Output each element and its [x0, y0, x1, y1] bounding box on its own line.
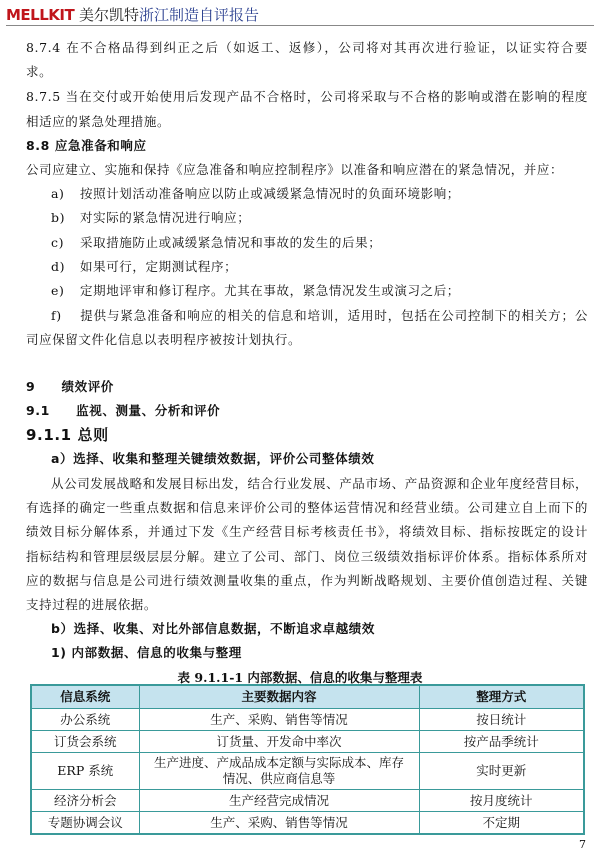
- table-cell: 按日统计: [419, 709, 584, 731]
- table-cell: 生产进度、产成品成本定额与实际成本、库存情况、供应商信息等: [139, 753, 419, 790]
- table-cell: 实时更新: [419, 753, 584, 790]
- paragraph: 相适应的紧急处理措施。: [26, 114, 171, 129]
- paragraph-line: 从公司发展战略和发展目标出发，结合行业发展、产品市场、产品资源和企业年度经营目标，: [51, 476, 589, 491]
- table-cell: 订货会系统: [31, 731, 139, 753]
- section-heading: 9.1 监视、测量、分析和评价: [26, 403, 221, 418]
- paragraph-line: 支持过程的进展依据。: [26, 597, 158, 612]
- list-item: [51, 283, 600, 299]
- list-label: d): [51, 258, 66, 274]
- paragraph: 公司应建立、实施和保持《应急准备和响应控制程序》以准备和响应潜在的紧急情况，并应：: [26, 162, 564, 177]
- header-divider: [6, 25, 594, 26]
- table-cell: 生产经营完成情况: [139, 790, 419, 812]
- table-row: [31, 709, 584, 731]
- table-cell: 经济分析会: [31, 790, 139, 812]
- column-header: 整理方式: [419, 685, 584, 709]
- paragraph-line: 绩效目标分解体系，并通过下发《生产经营目标考核责任书》，将绩效目标、指标按既定的设计: [26, 524, 588, 540]
- table-cell: ERP 系统: [31, 753, 139, 790]
- list-label: e): [51, 283, 65, 299]
- section-heading: 8.8 应急准备和响应: [26, 138, 147, 153]
- page-header: [6, 4, 259, 25]
- list-item: [51, 210, 600, 226]
- list-label: b): [51, 210, 66, 226]
- column-header: 信息系统: [31, 685, 139, 709]
- table-row: [31, 790, 584, 812]
- brand-logo: MELLKIT: [6, 6, 75, 24]
- table-row: [31, 753, 584, 790]
- section-heading: 9.1.1 总则: [26, 426, 109, 444]
- table-row: [31, 812, 584, 835]
- list-text: 提供与紧急准备和响应的相关的信息和培训，适用时，包括在公司控制下的相关方；公: [80, 307, 588, 323]
- table-cell: 生产、采购、销售等情况: [139, 812, 419, 835]
- paragraph: 8.7.4 在不合格品得到纠正之后（如返工、返修），公司将对其再次进行验证，以证实符合要: [26, 40, 588, 55]
- list-text: 如果可行，定期测试程序；: [80, 258, 238, 274]
- list-label: c): [51, 234, 65, 250]
- paragraph: 8.7.5 当在交付或开始使用后发现产品不合格时，公司将采取与不合格的影响或潜在影响的程度: [26, 89, 588, 104]
- subheading: 1) 内部数据、信息的收集与整理: [51, 645, 242, 660]
- list-text: 按照计划活动准备响应以防止或减缓紧急情况时的负面环境影响；: [80, 186, 460, 201]
- list-text: 定期地评审和修订程序。尤其在事故，紧急情况发生或演习之后；: [80, 283, 460, 299]
- report-title: 浙江制造自评报告: [139, 6, 260, 24]
- table-cell: 办公系统: [31, 709, 139, 731]
- table-cell: 专题协调会议: [31, 812, 139, 835]
- data-table: [30, 684, 585, 835]
- list-label: a): [51, 186, 65, 201]
- table-cell: 按月度统计: [419, 790, 584, 812]
- paragraph: 求。: [26, 64, 53, 79]
- table-caption: 表 9.1.1-1 内部数据、信息的收集与整理表: [177, 670, 423, 685]
- list-text: 对实际的紧急情况进行响应；: [80, 210, 251, 226]
- page-number: 7: [579, 838, 586, 851]
- paragraph: 司应保留文件化信息以表明程序被按计划执行。: [26, 332, 302, 347]
- paragraph-line: 有选择的确定一些重点数据和信息来评价公司的整体运营情况和经营业绩。公司建立自上而下的: [26, 500, 588, 516]
- table-cell: 订货量、开发命中率次: [139, 731, 419, 753]
- column-header: 主要数据内容: [139, 685, 419, 709]
- table-cell: 按产品季统计: [419, 731, 584, 753]
- company-name: 美尔凯特: [79, 6, 140, 24]
- subheading: a）选择、收集和整理关键绩效数据，评价公司整体绩效: [51, 451, 375, 466]
- table-cell: 生产、采购、销售等情况: [139, 709, 419, 731]
- list-text: 采取措施防止或减缓紧急情况和事故的发生的后果；: [80, 234, 382, 250]
- list-item: [51, 259, 600, 275]
- list-item: [51, 186, 600, 202]
- section-heading: 9 绩效评价: [26, 379, 114, 394]
- list-item: [51, 235, 600, 251]
- table-cell: 不定期: [419, 812, 584, 835]
- table-row: [31, 731, 584, 753]
- list-label: f): [51, 307, 62, 323]
- paragraph-line: 应的数据与信息是公司进行绩效测量收集的重点，作为判断战略规划、主要价值创造过程、关键: [26, 572, 588, 588]
- paragraph-line: 指标结构和管理层级层层分解。建立了公司、部门、岗位三级绩效指标评价体系。指标体系所对: [26, 548, 588, 564]
- subheading: b）选择、收集、对比外部信息数据，不断追求卓越绩效: [51, 621, 375, 636]
- list-item: [51, 308, 588, 324]
